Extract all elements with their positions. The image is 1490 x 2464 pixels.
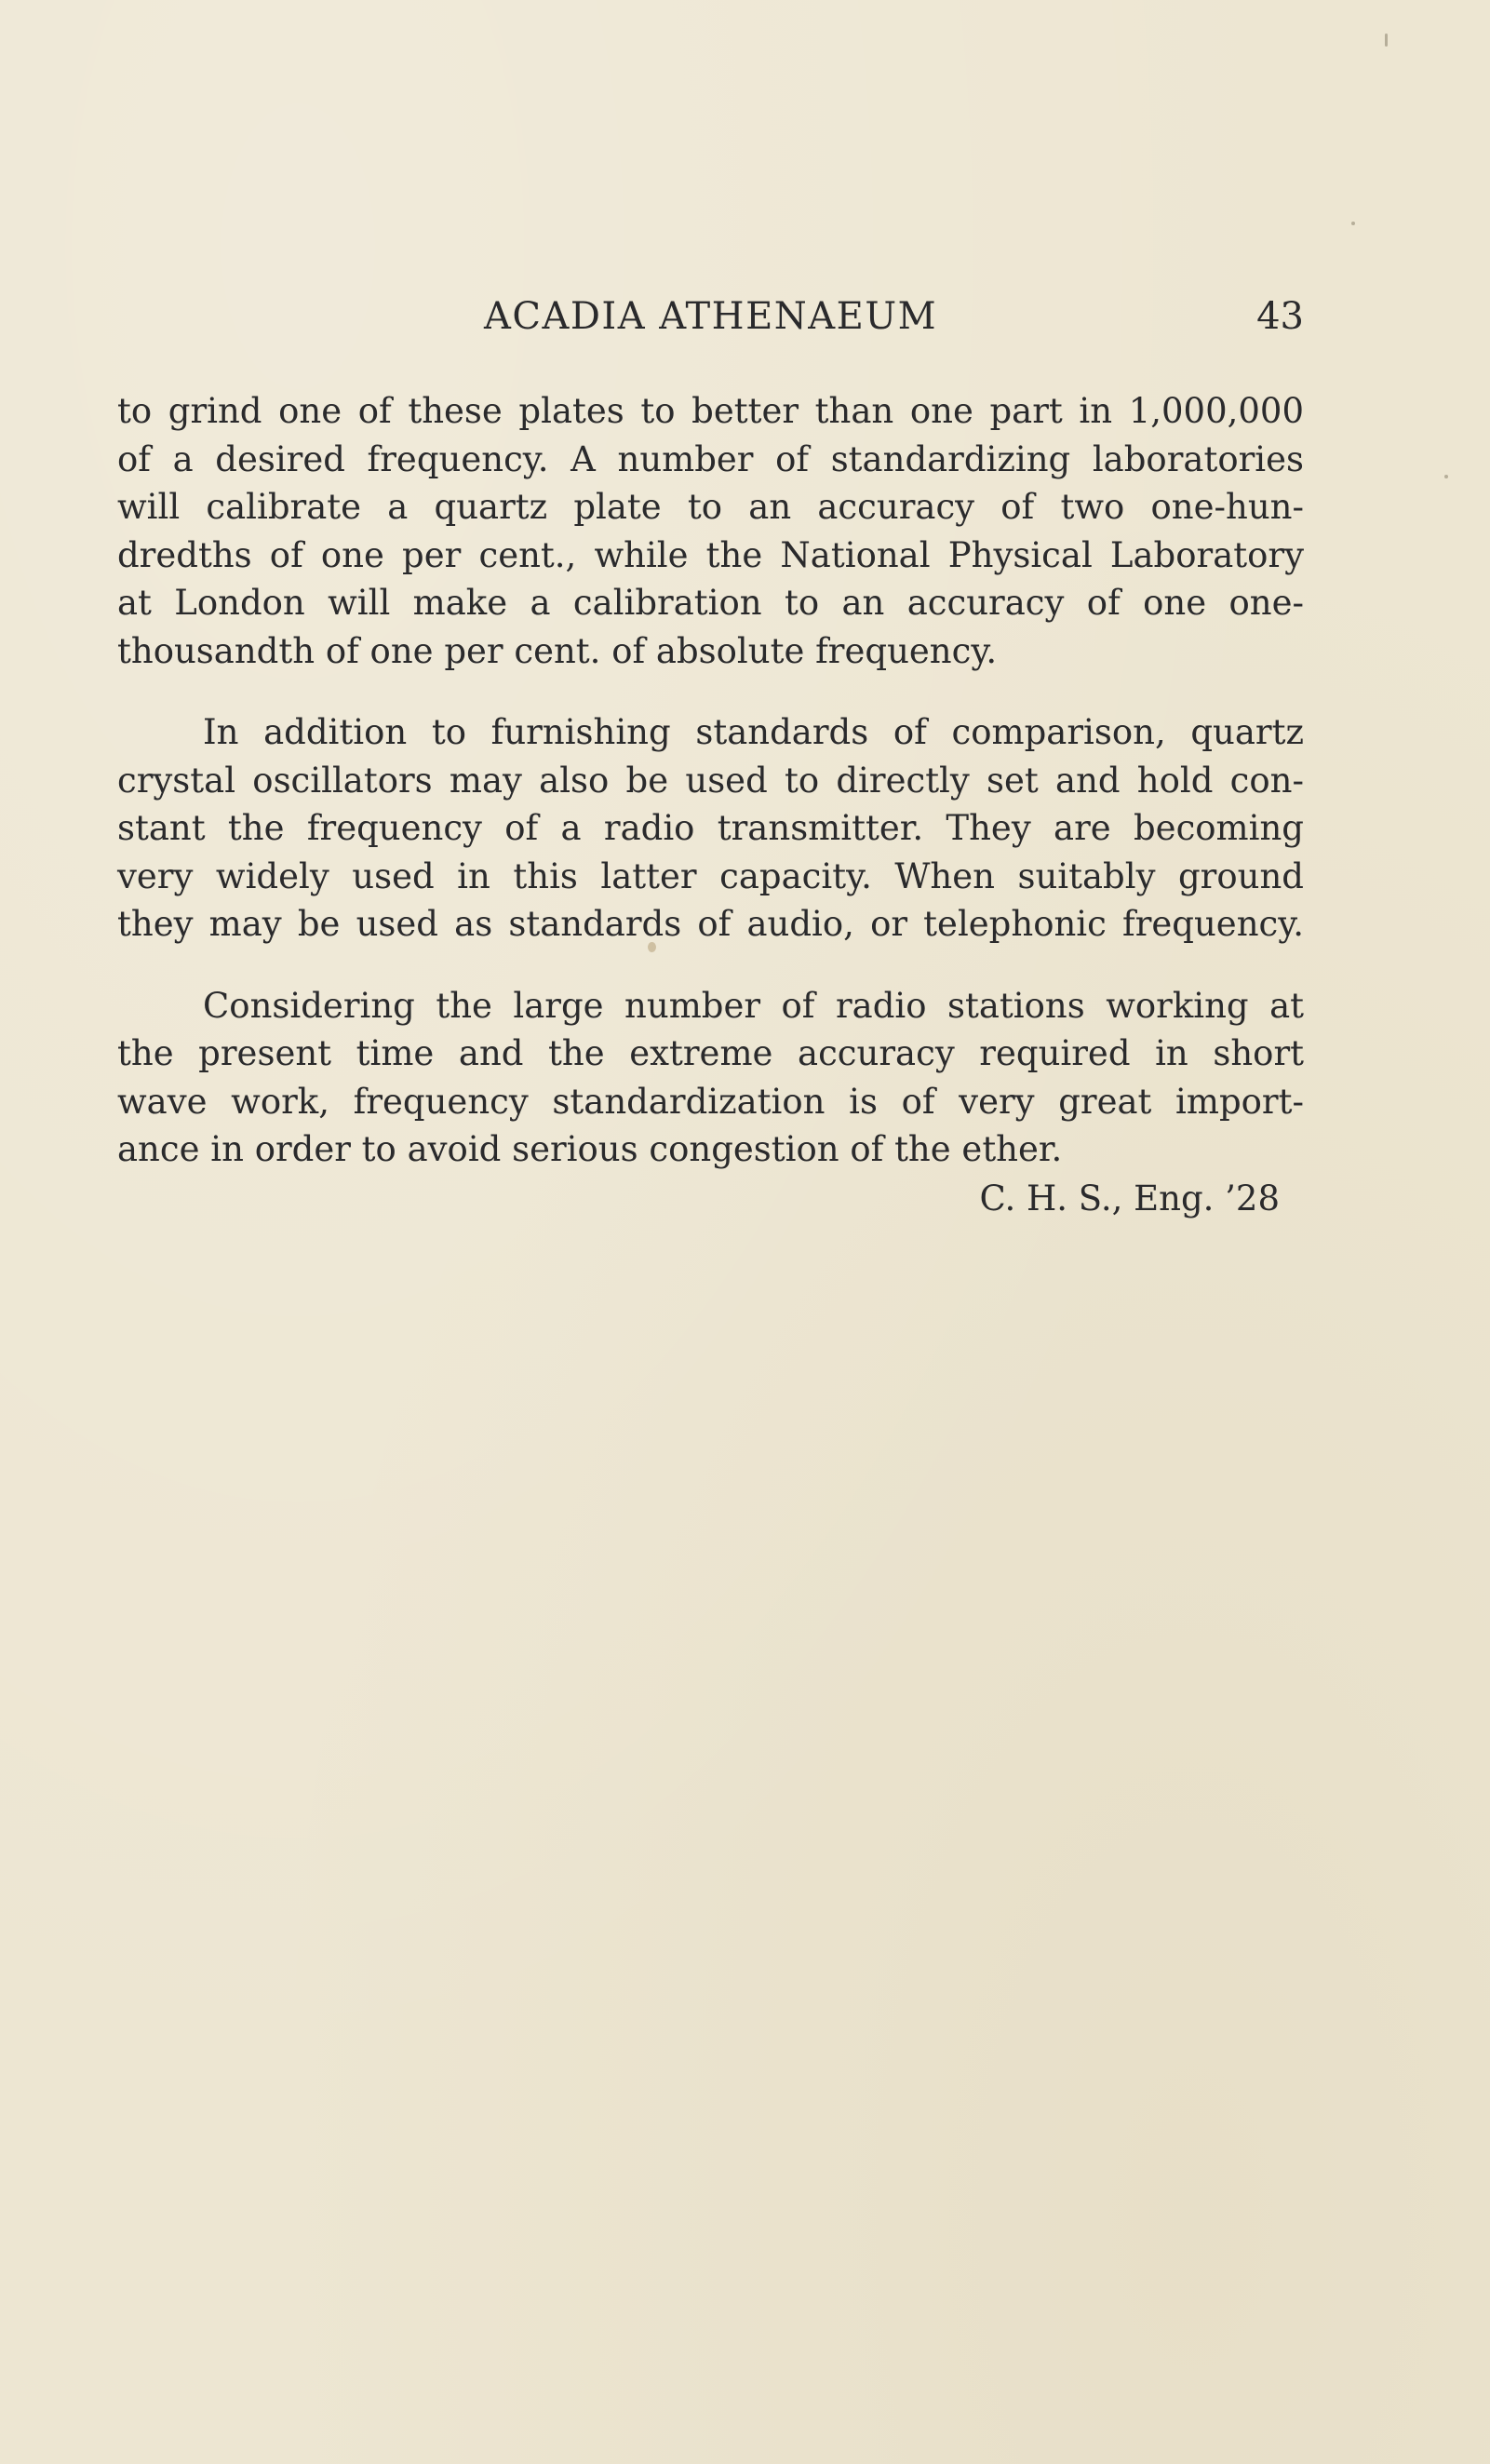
running-header bbox=[117, 289, 1304, 344]
paragraph-1 bbox=[117, 387, 1304, 675]
text-line: they may be used as standards of audio, or telephonic frequency. bbox=[117, 904, 1304, 944]
paper-speck bbox=[1444, 475, 1448, 478]
text-line: to grind one of these plates to better than one part in 1,000,000 bbox=[117, 391, 1304, 431]
text-line: will calibrate a quartz plate to an accuracy of two one-hun- bbox=[117, 487, 1304, 527]
text-line: ance in order to avoid serious congestion of the ether. bbox=[117, 1129, 1063, 1169]
paper-speck bbox=[648, 942, 656, 952]
paper-speck bbox=[1351, 222, 1355, 225]
journal-title: ACADIA ATHENAEUM bbox=[483, 295, 938, 338]
text-line: thousandth of one per cent. of absolute frequency. bbox=[117, 630, 998, 671]
paragraph-2 bbox=[117, 708, 1304, 949]
author-signature: C. H. S., Eng. ’28 bbox=[979, 1178, 1280, 1219]
text-line: very widely used in this latter capacity. When suitably ground bbox=[117, 855, 1304, 896]
paragraph-3 bbox=[117, 982, 1304, 1174]
text-line: stant the frequency of a radio transmitter. They are becoming bbox=[117, 808, 1304, 848]
page-number: 43 bbox=[1256, 295, 1304, 338]
text-line: of a desired frequency. A number of standardizing laboratories bbox=[117, 438, 1304, 479]
paper-speck bbox=[1385, 34, 1388, 47]
text-line: at London will make a calibration to an accuracy of one one- bbox=[117, 583, 1304, 623]
text-line: crystal oscillators may also be used to directly set and hold con- bbox=[117, 760, 1304, 801]
text-line: Considering the large number of radio stations working at bbox=[203, 985, 1304, 1026]
text-line: In addition to furnishing standards of comparison, quartz bbox=[203, 712, 1304, 752]
article-body bbox=[117, 387, 1304, 1207]
text-line: the present time and the extreme accuracy required in short bbox=[117, 1033, 1304, 1073]
text-line: wave work, frequency standardization is of very great import- bbox=[117, 1081, 1304, 1122]
text-line: dredths of one per cent., while the National Physical Laboratory bbox=[117, 534, 1304, 575]
